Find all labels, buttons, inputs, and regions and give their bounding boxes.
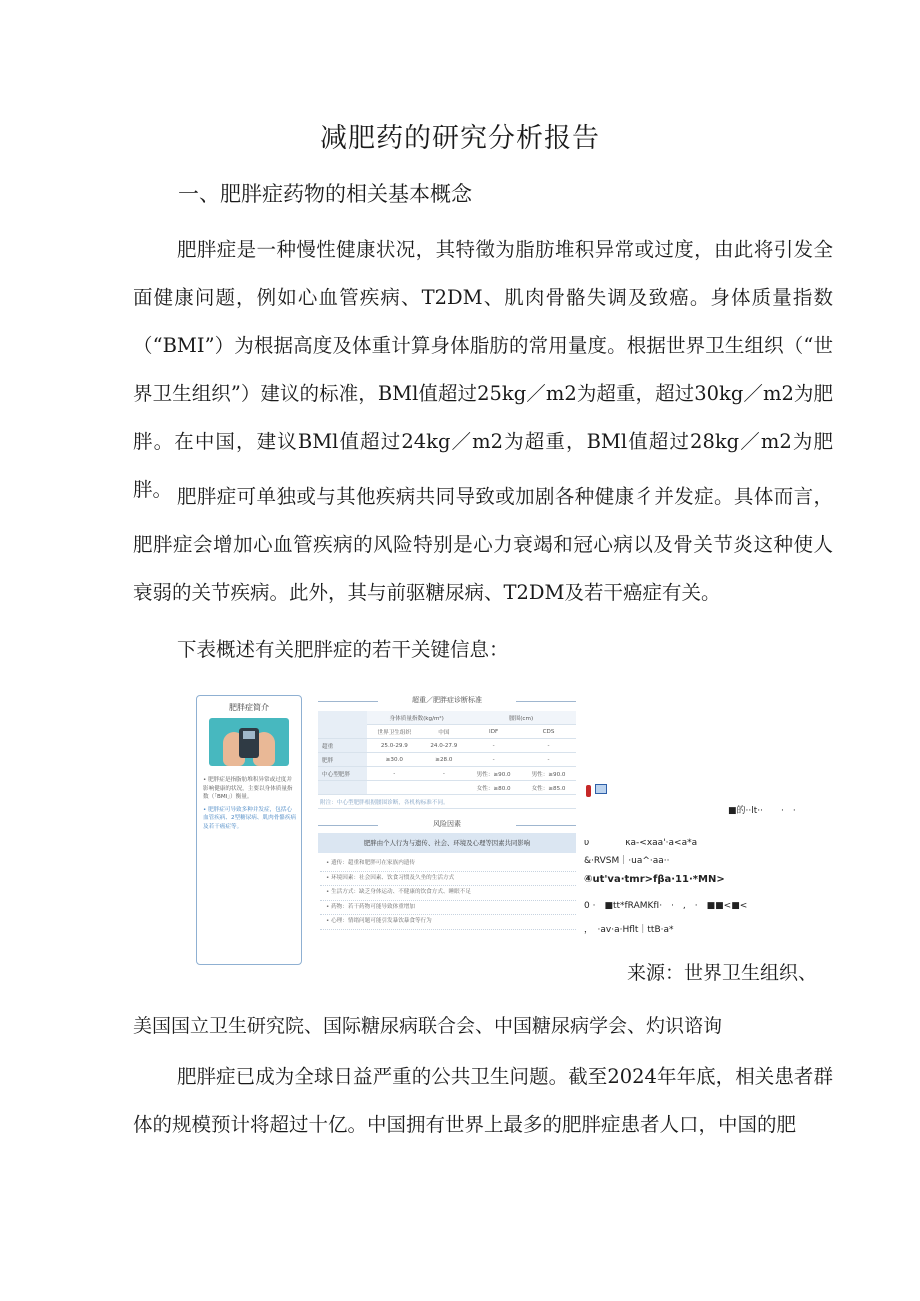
paragraph-table-intro — [133, 626, 833, 674]
table-row — [318, 753, 576, 767]
garbled-text: 0 · ■tt*fRAMKfI· · , · ■■<■< — [584, 901, 748, 911]
risk-item: • 生活方式：缺乏身体运动、不健康的饮食方式、睡眠不足 — [320, 886, 576, 901]
table-cell: - — [466, 753, 521, 767]
monitor-icon — [595, 784, 607, 794]
risk-item: • 遗传：超重和肥胖可在家族内遗传 — [320, 857, 576, 872]
section-heading: 一、肥胖症药物的相关基本概念 — [178, 182, 472, 206]
paragraph-text: 下表概述有关肥胖症的若干关键信息： — [177, 638, 509, 661]
row-label: 肥胖 — [318, 753, 367, 767]
table-row — [318, 781, 576, 795]
garbled-text: υ κa-<xaa'·a<a*a — [584, 838, 698, 848]
scale-screen — [243, 731, 255, 739]
table-cell: - — [521, 739, 576, 753]
table-title: 超重／肥胖症诊断标准 — [318, 695, 576, 707]
table-cell: CDS — [521, 725, 576, 739]
row-label: 超重 — [318, 739, 367, 753]
table-cell: - — [367, 767, 421, 781]
table-cell: 中国 — [421, 725, 466, 739]
table-cell — [421, 781, 466, 795]
obesity-infographic — [196, 693, 580, 965]
table-cell: ≥28.0 — [421, 753, 466, 767]
bullet-item: • 肥胖症是指脂肪堆积异常或过度并影响健康的状况，主要以身体质量指数（「BMI」）衡量。 — [203, 777, 293, 801]
intro-bullets — [203, 776, 297, 836]
risk-list — [320, 857, 576, 930]
scale-photo — [209, 718, 289, 766]
table-cell — [318, 711, 367, 739]
table-note: 附注：中心型肥胖根据腰围诊断，各机构标准不同。 — [318, 795, 576, 809]
garbled-text: ， ·av·a·Hflt｜ttB·a* — [584, 925, 674, 935]
table-cell: 25.0-29.9 — [367, 739, 421, 753]
paragraph-public-health — [133, 1053, 833, 1149]
thermometer-icon — [586, 785, 591, 797]
risk-item: • 环境因素：社会因素、饮食习惯及久坐的生活方式 — [320, 872, 576, 887]
risk-band: 肥胖由个人行为与遗传、社会、环境及心理等因素共同影响 — [318, 833, 576, 853]
table-cell: 世界卫生组织 — [367, 725, 421, 739]
table-cell: ≥30.0 — [367, 753, 421, 767]
garbled-text: ④ut'va·tmr>fβa·11·*MN> — [584, 874, 725, 885]
paragraph-text: 肥胖症已成为全球日益严重的公共卫生问题。截至2024年年底，相关患者群体的规模预计将超过十亿。中国拥有世界上最多的肥胖症患者人口，中国的肥 — [133, 1065, 833, 1136]
table-cell: - — [421, 767, 466, 781]
diagnosis-table — [318, 711, 576, 809]
row-label — [318, 781, 367, 795]
table-cell: IDF — [466, 725, 521, 739]
risk-item: • 药物：若干药物可能导致体重增加 — [320, 901, 576, 916]
table-cell: 女性：≥85.0 — [521, 781, 576, 795]
table-cell — [367, 781, 421, 795]
paragraph-text: 肥胖症可单独或与其他疾病共同导致或加剧各种健康彳并发症。具体而言，肥胖症会增加心血管疾病的风险特别是心力衰竭和冠心病以及骨关节炎这种使人衰弱的关节疾病。此外，其与前驱糖尿病、T2DM及若干癌症有关。 — [133, 485, 833, 604]
garbled-text: &·RVSM｜·ua^·aa·· — [584, 856, 670, 866]
source-line-1: 来源：世界卫生组织、 — [627, 962, 818, 984]
bmi-header: 身体质量指数(kg/m²) — [367, 711, 466, 725]
table-cell: - — [466, 739, 521, 753]
table-cell: 男性：≥90.0 — [466, 767, 521, 781]
table-cell: 女性：≥80.0 — [466, 781, 521, 795]
bullet-item: • 肥胖症可导致多种并发症，包括心血管疾病、2型糖尿病、肌肉骨骼疾病及若干癌症等。 — [203, 806, 297, 830]
diagnosis-panel — [318, 695, 576, 957]
obesity-intro-card — [196, 695, 302, 965]
table-row — [318, 739, 576, 753]
table-row — [318, 795, 576, 809]
source-line-2: 美国国立卫生研究院、国际糖尿病联合会、中国糖尿病学会、灼识谘询 — [133, 1015, 723, 1037]
garbled-text: ■的··lt·· · · — [728, 806, 796, 816]
table-cell: - — [521, 753, 576, 767]
waist-header: 腰围(cm) — [466, 711, 576, 725]
paragraph-complications — [133, 473, 833, 617]
table-cell: 男性：≥90.0 — [521, 767, 576, 781]
table-row — [318, 711, 576, 725]
row-label: 中心型肥胖 — [318, 767, 367, 781]
risk-item: • 心理：情绪问题可能引发暴饮暴食等行为 — [320, 915, 576, 930]
paragraph-obesity-definition — [133, 226, 833, 514]
table-cell: 24.0-27.9 — [421, 739, 466, 753]
paragraph-text: 肥胖症是一种慢性健康状况，其特徵为脂肪堆积异常或过度，由此将引发全面健康问题，例如心血管疾病、T2DM、肌肉骨骼失调及致癌。身体质量指数（“BMI”）为根据高度及体重计算身体脂肪的常用量度。根据世界卫生组织（“世界卫生组织”）建议的标准，BMl值超过25kg／m2为超重，超过30kg／m2为肥胖。在中国，建议BMl值超过24kg／m2为超重，BMl值超过28kg／m2为肥胖。 — [133, 238, 833, 501]
table-row — [318, 767, 576, 781]
risk-title: 风险因素 — [318, 819, 576, 831]
document-title: 减肥药的研究分析报告 — [320, 123, 600, 154]
card-title: 肥胖症简介 — [229, 703, 269, 712]
